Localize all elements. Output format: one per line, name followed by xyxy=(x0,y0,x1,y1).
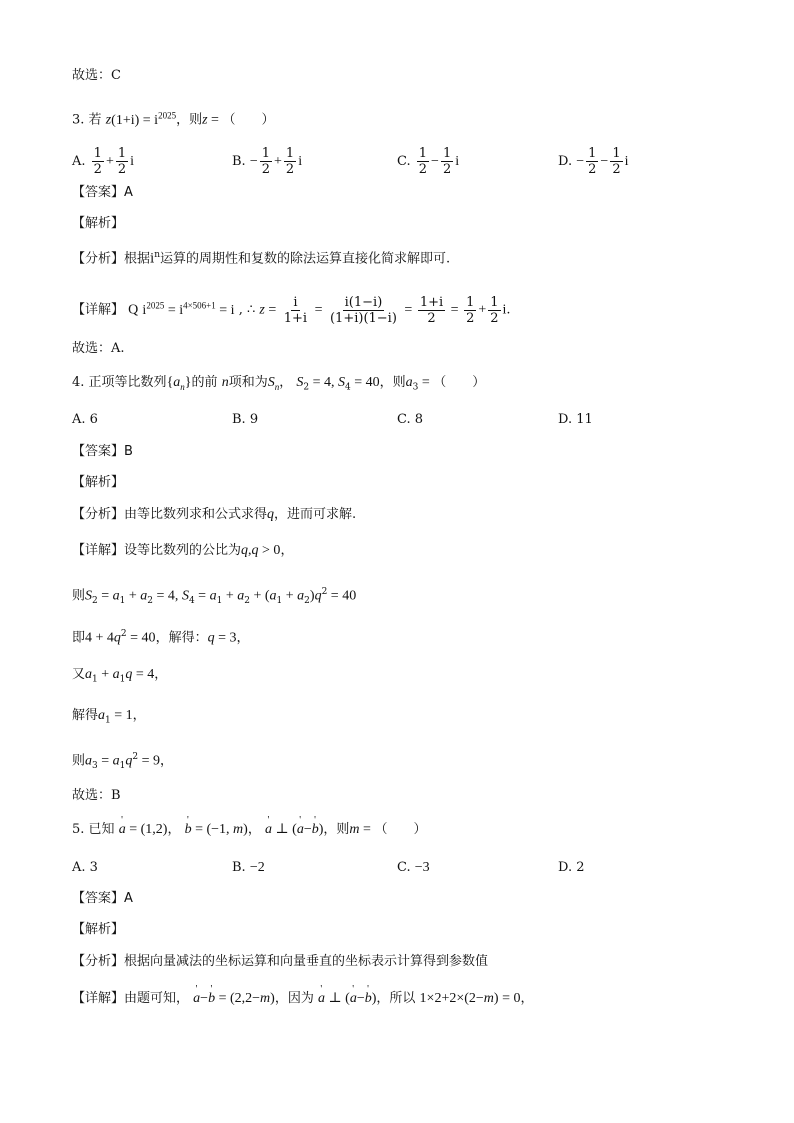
question-3-option-b: B. − $\frac{1}{2}$ + $\frac{1}{2}$ i xyxy=(232,146,303,177)
question-4-step-4: 解得$a_1 = 1$， xyxy=(72,708,146,726)
question-4-answer: 【答案】B xyxy=(72,444,133,459)
question-3-option-a: A. $\frac{1}{2}$ + $\frac{1}{2}$ i xyxy=(72,146,135,177)
question-4-analysis-heading: 【解析】 xyxy=(72,475,125,490)
question-4-step-1: 则$S_2 = a_1 + a_2 = 4$, $S_4 = a_1 + a_2 + (a_1 + a_2)q^2 = 40$ xyxy=(72,587,357,606)
question-3-answer: 【答案】A xyxy=(72,185,133,200)
question-4-step-2: 即$4 + 4q^2 = 40$，解得：q = 3， xyxy=(72,629,250,646)
answer-selection-prev: 故选：C xyxy=(72,68,121,83)
question-5-answer: 【答案】A xyxy=(72,891,133,906)
question-5-analysis-heading: 【解析】 xyxy=(72,922,125,937)
question-3-option-d: D. − $\frac{1}{2}$ − $\frac{1}{2}$ i xyxy=(558,146,629,177)
question-4-option-d: D. 11 xyxy=(558,412,593,427)
question-3-analysis: 【分析】根据$i^n$运算的周期性和复数的除法运算直接化简求解即可. xyxy=(72,250,451,267)
question-5-option-d: D. 2 xyxy=(558,860,585,875)
question-4-solution: 【详解】设等比数列的公比为q,q > 0， xyxy=(72,543,294,558)
question-3-stem: 3. 若 $z(1+i) = i^{2025}$，则z = （ ） xyxy=(72,110,275,128)
question-4-step-3: 又$a_1 + a_1q = 4$， xyxy=(72,667,168,685)
question-3-selection: 故选：A. xyxy=(72,341,125,356)
question-5-stem: 5. 已知 ' a = (1,2)， ' b = (−1, m)， ' a ⊥ (' a−' b)，则m = （ ） xyxy=(72,821,426,839)
question-3-option-c: C. $\frac{1}{2}$ − $\frac{1}{2}$ i xyxy=(397,146,460,177)
question-3-analysis-heading: 【解析】 xyxy=(72,216,125,231)
question-5-option-a: A. 3 xyxy=(72,860,98,875)
question-4-stem: 4. 正项等比数列$\{a_n\}$的前 n项和为$S_n$， $S_2 = 4$, $S_4 = 40$，则$a_3$ = （ ） xyxy=(72,375,486,393)
question-4-analysis: 【分析】由等比数列求和公式求得q，进而可求解. xyxy=(72,507,357,522)
question-4-option-c: C. 8 xyxy=(397,412,424,427)
question-4-option-a: A. 6 xyxy=(72,412,98,427)
question-4-selection: 故选：B xyxy=(72,788,121,803)
question-5-solution: 【详解】由题可知， ' a−' b = (2,2−m)，因为 ' a ⊥ (' a−' b)，所以 1×2+2×(2−m) = 0， xyxy=(72,990,534,1008)
question-5-option-c: C. −3 xyxy=(397,860,430,875)
question-4-option-b: B. 9 xyxy=(232,412,259,427)
question-5-option-b: B. −2 xyxy=(232,860,265,875)
question-3-solution: 【详解】 Q $i^{2025} = i^{4\times 506+1} = i$ , ∴ z = $\frac{i}{1+i}$ = $\frac{i(1-i)}{(1+i)(1-i)}$ = $\frac{1+i}{2}$ = $\frac{1}{2}$ + $\frac{1}{2}$ i. xyxy=(72,294,511,326)
question-5-analysis: 【分析】根据向量减法的坐标运算和向量垂直的坐标表示计算得到参数值 xyxy=(72,954,489,969)
question-4-step-5: 则$a_3 = a_1q^2 = 9$， xyxy=(72,752,174,771)
